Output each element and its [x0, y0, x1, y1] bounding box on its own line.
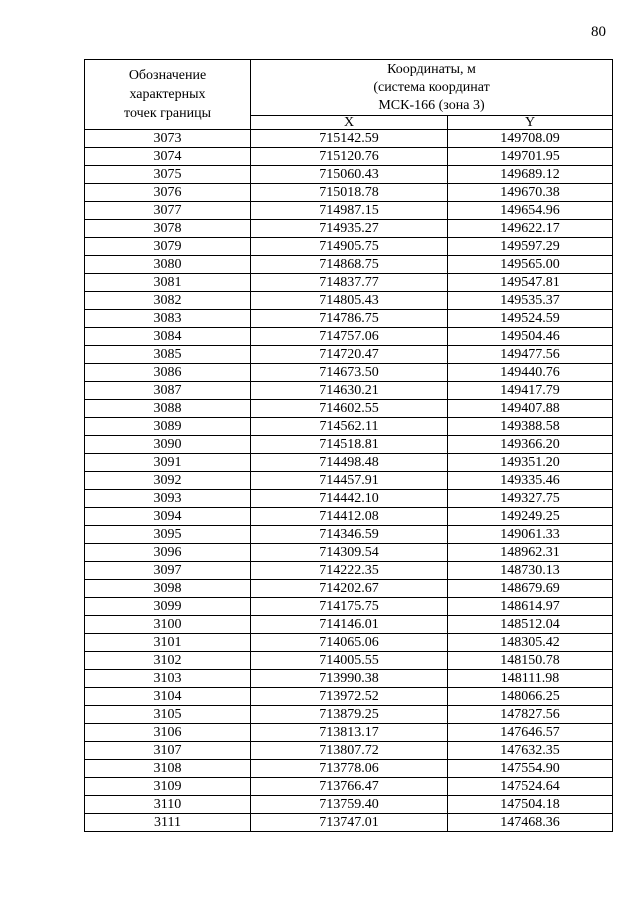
- x-coordinate-cell: 713778.06: [251, 760, 448, 778]
- x-coordinate-cell: 714868.75: [251, 256, 448, 274]
- x-coordinate-cell: 714786.75: [251, 310, 448, 328]
- y-coordinate-cell: 149535.37: [448, 292, 613, 310]
- x-coordinate-cell: 714673.50: [251, 364, 448, 382]
- header-coords-line-3: МСК-166 (зона 3): [378, 97, 485, 113]
- y-coordinate-cell: 149417.79: [448, 382, 613, 400]
- point-id-cell: 3090: [85, 436, 251, 454]
- y-coordinate-cell: 149061.33: [448, 526, 613, 544]
- point-id-cell: 3075: [85, 166, 251, 184]
- table-row: [85, 346, 613, 364]
- table-row: [85, 688, 613, 706]
- point-id-cell: 3105: [85, 706, 251, 724]
- table-row: [85, 490, 613, 508]
- table-row: [85, 814, 613, 832]
- x-coordinate-cell: 714935.27: [251, 220, 448, 238]
- y-coordinate-cell: 147827.56: [448, 706, 613, 724]
- table-row: [85, 184, 613, 202]
- table-row: [85, 454, 613, 472]
- table-row: [85, 166, 613, 184]
- x-coordinate-cell: 714987.15: [251, 202, 448, 220]
- coordinates-table: [84, 59, 613, 832]
- x-coordinate-cell: 715120.76: [251, 148, 448, 166]
- y-coordinate-cell: 149547.81: [448, 274, 613, 292]
- x-coordinate-cell: 713759.40: [251, 796, 448, 814]
- x-coordinate-cell: 714562.11: [251, 418, 448, 436]
- table-body: [85, 130, 613, 832]
- y-coordinate-cell: 148305.42: [448, 634, 613, 652]
- table-row: [85, 418, 613, 436]
- x-coordinate-cell: 714146.01: [251, 616, 448, 634]
- point-id-cell: 3089: [85, 418, 251, 436]
- point-id-cell: 3076: [85, 184, 251, 202]
- table-header: [85, 60, 613, 130]
- x-coordinate-cell: 713807.72: [251, 742, 448, 760]
- table-row: [85, 274, 613, 292]
- point-id-cell: 3111: [85, 814, 251, 832]
- table-row: [85, 742, 613, 760]
- point-id-cell: 3074: [85, 148, 251, 166]
- table-row: [85, 400, 613, 418]
- header-point-line-3: точек границы: [124, 106, 211, 121]
- point-id-cell: 3099: [85, 598, 251, 616]
- point-id-cell: 3078: [85, 220, 251, 238]
- point-id-cell: 3088: [85, 400, 251, 418]
- y-coordinate-cell: 149351.20: [448, 454, 613, 472]
- header-point-line-2: характерных: [129, 87, 206, 102]
- header-coordinates: [251, 60, 613, 116]
- y-coordinate-cell: 148962.31: [448, 544, 613, 562]
- table-row: [85, 670, 613, 688]
- table-row: [85, 130, 613, 148]
- table-row: [85, 508, 613, 526]
- y-coordinate-cell: 149440.76: [448, 364, 613, 382]
- x-coordinate-cell: 714065.06: [251, 634, 448, 652]
- x-coordinate-cell: 713766.47: [251, 778, 448, 796]
- point-id-cell: 3104: [85, 688, 251, 706]
- table-row: [85, 148, 613, 166]
- x-coordinate-cell: 714757.06: [251, 328, 448, 346]
- y-coordinate-cell: 149249.25: [448, 508, 613, 526]
- y-coordinate-cell: 149335.46: [448, 472, 613, 490]
- y-coordinate-cell: 149477.56: [448, 346, 613, 364]
- point-id-cell: 3082: [85, 292, 251, 310]
- x-coordinate-cell: 715142.59: [251, 130, 448, 148]
- header-x: X: [251, 116, 448, 130]
- y-coordinate-cell: 149327.75: [448, 490, 613, 508]
- table-row: [85, 364, 613, 382]
- y-coordinate-cell: 149654.96: [448, 202, 613, 220]
- y-coordinate-cell: 147632.35: [448, 742, 613, 760]
- y-coordinate-cell: 148512.04: [448, 616, 613, 634]
- table-row: [85, 796, 613, 814]
- x-coordinate-cell: 714630.21: [251, 382, 448, 400]
- x-coordinate-cell: 713879.25: [251, 706, 448, 724]
- header-coords-line-1: Координаты, м: [387, 61, 476, 77]
- y-coordinate-cell: 147468.36: [448, 814, 613, 832]
- y-coordinate-cell: 147504.18: [448, 796, 613, 814]
- x-coordinate-cell: 713813.17: [251, 724, 448, 742]
- y-coordinate-cell: 148679.69: [448, 580, 613, 598]
- y-coordinate-cell: 149622.17: [448, 220, 613, 238]
- y-coordinate-cell: 148066.25: [448, 688, 613, 706]
- point-id-cell: 3110: [85, 796, 251, 814]
- x-coordinate-cell: 714346.59: [251, 526, 448, 544]
- y-coordinate-cell: 148730.13: [448, 562, 613, 580]
- y-coordinate-cell: 148614.97: [448, 598, 613, 616]
- x-coordinate-cell: 714442.10: [251, 490, 448, 508]
- point-id-cell: 3095: [85, 526, 251, 544]
- table-row: [85, 310, 613, 328]
- y-coordinate-cell: 149708.09: [448, 130, 613, 148]
- header-y: Y: [448, 116, 613, 130]
- point-id-cell: 3079: [85, 238, 251, 256]
- y-coordinate-cell: 149366.20: [448, 436, 613, 454]
- x-coordinate-cell: 715060.43: [251, 166, 448, 184]
- x-coordinate-cell: 714905.75: [251, 238, 448, 256]
- point-id-cell: 3081: [85, 274, 251, 292]
- y-coordinate-cell: 148150.78: [448, 652, 613, 670]
- point-id-cell: 3077: [85, 202, 251, 220]
- x-coordinate-cell: 714805.43: [251, 292, 448, 310]
- x-coordinate-cell: 714720.47: [251, 346, 448, 364]
- x-coordinate-cell: 713972.52: [251, 688, 448, 706]
- y-coordinate-cell: 149597.29: [448, 238, 613, 256]
- header-row-main: [85, 60, 613, 116]
- table-row: [85, 616, 613, 634]
- table-row: [85, 652, 613, 670]
- x-coordinate-cell: 714222.35: [251, 562, 448, 580]
- point-id-cell: 3085: [85, 346, 251, 364]
- table-row: [85, 724, 613, 742]
- x-coordinate-cell: 714498.48: [251, 454, 448, 472]
- point-id-cell: 3107: [85, 742, 251, 760]
- x-coordinate-cell: 715018.78: [251, 184, 448, 202]
- point-id-cell: 3083: [85, 310, 251, 328]
- point-id-cell: 3102: [85, 652, 251, 670]
- point-id-cell: 3096: [85, 544, 251, 562]
- y-coordinate-cell: 147554.90: [448, 760, 613, 778]
- table-row: [85, 760, 613, 778]
- y-coordinate-cell: 149689.12: [448, 166, 613, 184]
- x-coordinate-cell: 714518.81: [251, 436, 448, 454]
- x-coordinate-cell: 714602.55: [251, 400, 448, 418]
- x-coordinate-cell: 714837.77: [251, 274, 448, 292]
- point-id-cell: 3087: [85, 382, 251, 400]
- table-row: [85, 382, 613, 400]
- x-coordinate-cell: 714005.55: [251, 652, 448, 670]
- y-coordinate-cell: 149565.00: [448, 256, 613, 274]
- point-id-cell: 3086: [85, 364, 251, 382]
- y-coordinate-cell: 149407.88: [448, 400, 613, 418]
- point-id-cell: 3100: [85, 616, 251, 634]
- point-id-cell: 3093: [85, 490, 251, 508]
- point-id-cell: 3109: [85, 778, 251, 796]
- x-coordinate-cell: 713990.38: [251, 670, 448, 688]
- table-row: [85, 598, 613, 616]
- x-coordinate-cell: 714457.91: [251, 472, 448, 490]
- point-id-cell: 3097: [85, 562, 251, 580]
- y-coordinate-cell: 148111.98: [448, 670, 613, 688]
- point-id-cell: 3098: [85, 580, 251, 598]
- point-id-cell: 3101: [85, 634, 251, 652]
- x-coordinate-cell: 714175.75: [251, 598, 448, 616]
- table-row: [85, 256, 613, 274]
- table-row: [85, 328, 613, 346]
- header-point-designation: [85, 60, 251, 130]
- table-row: [85, 238, 613, 256]
- table-row: [85, 634, 613, 652]
- table-row: [85, 202, 613, 220]
- point-id-cell: 3103: [85, 670, 251, 688]
- x-coordinate-cell: 714309.54: [251, 544, 448, 562]
- table-row: [85, 778, 613, 796]
- table-row: [85, 706, 613, 724]
- point-id-cell: 3106: [85, 724, 251, 742]
- header-point-line-1: Обозначение: [128, 68, 207, 83]
- page-number: 80: [591, 24, 606, 40]
- point-id-cell: 3084: [85, 328, 251, 346]
- x-coordinate-cell: 714412.08: [251, 508, 448, 526]
- y-coordinate-cell: 149524.59: [448, 310, 613, 328]
- point-id-cell: 3073: [85, 130, 251, 148]
- y-coordinate-cell: 149504.46: [448, 328, 613, 346]
- y-coordinate-cell: 149670.38: [448, 184, 613, 202]
- table-row: [85, 292, 613, 310]
- point-id-cell: 3108: [85, 760, 251, 778]
- y-coordinate-cell: 147646.57: [448, 724, 613, 742]
- table-row: [85, 580, 613, 598]
- table-row: [85, 436, 613, 454]
- header-coords-line-2: (система координат: [373, 79, 490, 95]
- table-row: [85, 220, 613, 238]
- y-coordinate-cell: 147524.64: [448, 778, 613, 796]
- table-row: [85, 562, 613, 580]
- point-id-cell: 3092: [85, 472, 251, 490]
- table-row: [85, 544, 613, 562]
- point-id-cell: 3094: [85, 508, 251, 526]
- y-coordinate-cell: 149388.58: [448, 418, 613, 436]
- x-coordinate-cell: 714202.67: [251, 580, 448, 598]
- table-row: [85, 526, 613, 544]
- table-row: [85, 472, 613, 490]
- x-coordinate-cell: 713747.01: [251, 814, 448, 832]
- y-coordinate-cell: 149701.95: [448, 148, 613, 166]
- point-id-cell: 3091: [85, 454, 251, 472]
- point-id-cell: 3080: [85, 256, 251, 274]
